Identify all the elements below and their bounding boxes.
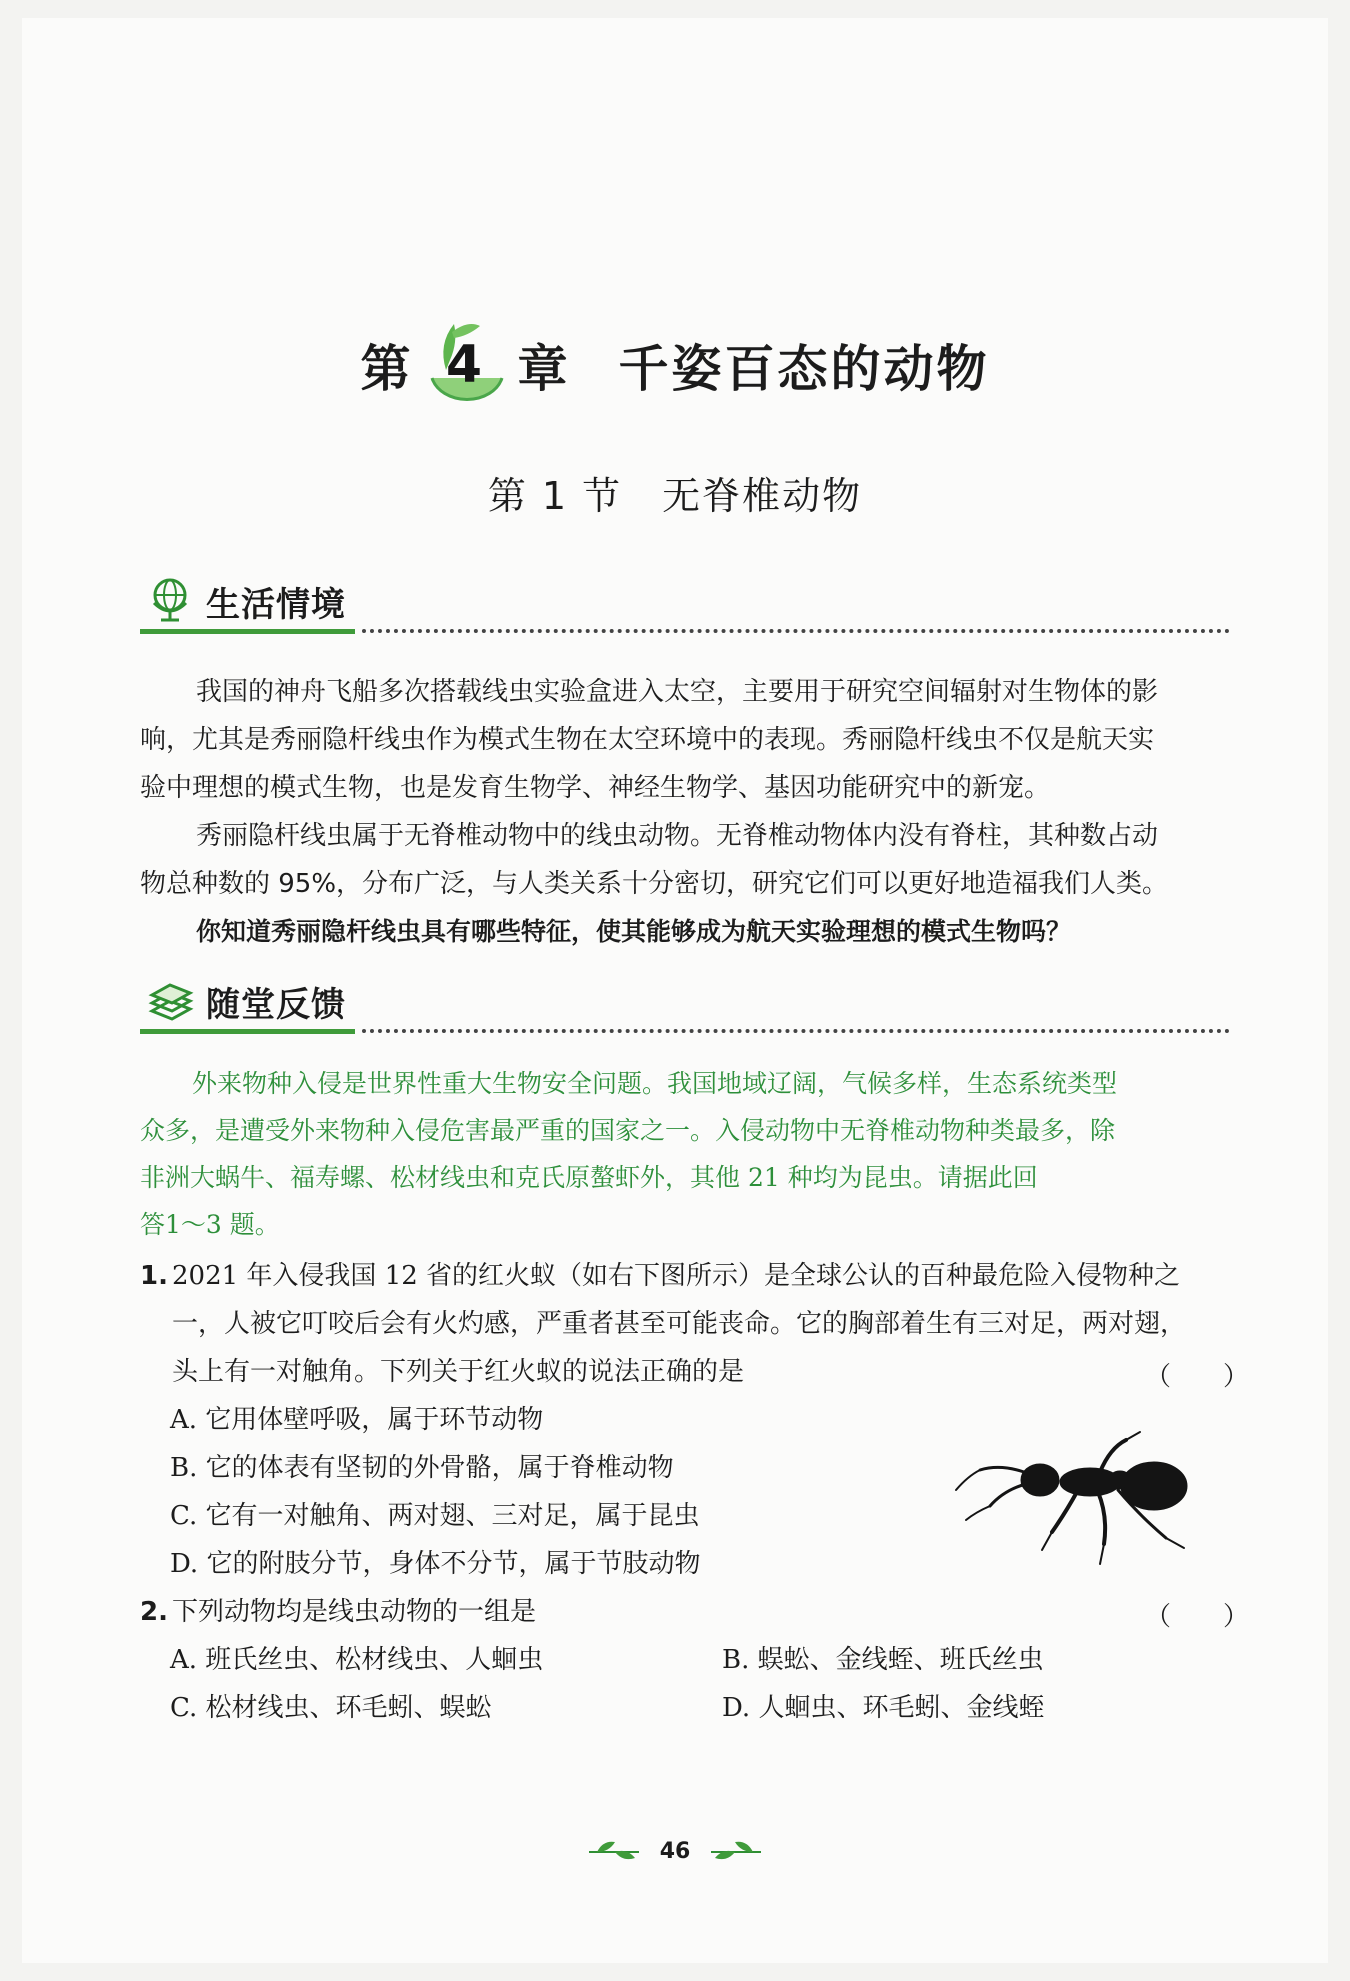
section-label: 第 1 节 <box>487 474 623 518</box>
text-line: 头上有一对触角。下列关于红火蚁的说法正确的是 <box>172 1357 745 1387</box>
answer-blank[interactable]: （ ） <box>1145 1602 1250 1632</box>
text-line: 一，人被它叮咬后会有火灼感，严重者甚至可能丧命。它的胸部着生有三对足，两对翅， <box>172 1309 1187 1339</box>
answer-blank[interactable]: （ ） <box>1145 1362 1250 1392</box>
text-line: 非洲大蜗牛、福寿螺、松材线虫和克氏原螯虾外，其他 21 种均为昆虫。请据此回 <box>140 1163 1038 1192</box>
option-d[interactable]: D. 它的附肢分节，身体不分节，属于节肢动物 <box>170 1549 701 1579</box>
fire-ant-illustration <box>940 1420 1200 1570</box>
chapter-prefix: 第 <box>360 340 414 398</box>
chapter-number: 4 <box>445 335 486 395</box>
text-line: 验中理想的模式生物，也是发育生物学、神经生物学、基因功能研究中的新宠。 <box>140 773 1051 803</box>
text-line: 秀丽隐杆线虫属于无脊椎动物中的线虫动物。无脊椎动物体内没有脊柱，其种数占动 <box>196 821 1159 851</box>
option-b[interactable]: B. 它的体表有坚韧的外骨骼，属于脊椎动物 <box>170 1453 674 1483</box>
question-2-stem: 下列动物均是线虫动物的一组是 <box>172 1597 537 1627</box>
heading-underline <box>140 629 355 634</box>
option-d[interactable]: D. 人蛔虫、环毛蚓、金线蛭 <box>722 1693 1045 1723</box>
module-heading: 生活情境 <box>206 585 346 625</box>
page-footer <box>0 1838 1350 1878</box>
chapter-number-badge <box>424 320 508 410</box>
module-header-life-context <box>140 575 1230 635</box>
text-line: 2021 年入侵我国 12 省的红火蚁（如右下图所示）是全球公认的百种最危险入侵物种之 <box>172 1261 1181 1291</box>
heading-underline <box>140 1029 355 1034</box>
leaf-ornament-left-icon <box>585 1838 641 1864</box>
module-heading: 随堂反馈 <box>206 985 346 1025</box>
question-1-stem <box>172 1252 1186 1396</box>
section-title <box>0 465 1350 520</box>
chapter-title <box>0 320 1350 420</box>
text-line: 物总种数的 95%，分布广泛，与人类关系十分密切，研究它们可以更好地造福我们人类。 <box>140 869 1169 899</box>
text-line: 外来物种入侵是世界性重大生物安全问题。我国地域辽阔，气候多样，生态系统类型 <box>192 1069 1118 1098</box>
dotted-rule <box>362 1029 1230 1033</box>
dotted-rule <box>362 629 1230 633</box>
chapter-name: 千姿百态的动物 <box>618 340 990 398</box>
page-number: 46 <box>659 1838 691 1864</box>
question-number: 1. <box>140 1261 168 1291</box>
section-name: 无脊椎动物 <box>662 474 863 518</box>
question-1-options <box>170 1396 700 1588</box>
question-number: 2. <box>140 1597 168 1627</box>
books-icon <box>146 975 194 1023</box>
text-line: 我国的神舟飞船多次搭载线虫实验盒进入太空，主要用于研究空间辐射对生物体的影 <box>196 677 1159 707</box>
text-line: 众多，是遭受外来物种入侵危害最严重的国家之一。入侵动物中无脊椎动物种类最多，除 <box>140 1116 1116 1145</box>
option-a[interactable]: A. 它用体壁呼吸，属于环节动物 <box>170 1405 544 1435</box>
module-header-feedback <box>140 975 1230 1035</box>
chapter-suffix: 章 <box>517 340 571 398</box>
feedback-intro <box>140 1060 1232 1248</box>
option-c[interactable]: C. 它有一对触角、两对翅、三对足，属于昆虫 <box>170 1501 700 1531</box>
life-context-paragraph <box>140 668 1232 908</box>
guiding-question: 你知道秀丽隐杆线虫具有哪些特征，使其能够成为航天实验理想的模式生物吗？ <box>196 917 1072 946</box>
text-line: 响，尤其是秀丽隐杆线虫作为模式生物在太空环境中的表现。秀丽隐杆线虫不仅是航天实 <box>140 725 1155 755</box>
option-a[interactable]: A. 班氏丝虫、松材线虫、人蛔虫 <box>170 1645 544 1675</box>
option-b[interactable]: B. 蜈蚣、金线蛭、班氏丝虫 <box>722 1645 1044 1675</box>
globe-icon <box>146 575 194 623</box>
option-c[interactable]: C. 松材线虫、环毛蚓、蜈蚣 <box>170 1693 492 1723</box>
leaf-ornament-right-icon <box>709 1838 765 1864</box>
text-line: 答1～3 题。 <box>140 1210 280 1239</box>
